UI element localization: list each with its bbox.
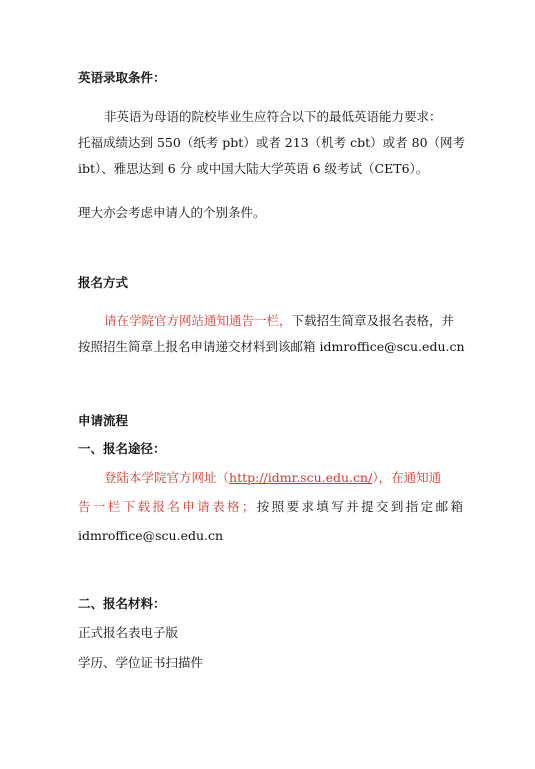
channel-visit-text: 登陆本学院官方网址（	[104, 470, 230, 485]
channel-line-1	[78, 466, 489, 490]
signup-line-2: 按照招生简章上报名申请递交材料到该邮箱 idmroffice@scu.edu.cn	[78, 339, 465, 354]
signup-channel-heading: 一、报名途径：	[78, 441, 166, 456]
material-item-degree-scan: 学历、学位证书扫描件	[78, 655, 204, 670]
english-req-line-3: ibt）、雅思达到 6 分 或中国大陆大学英语 6 级考试（CET6）。	[78, 161, 429, 176]
signup-notice-text: 请在学院官方网站通知通告一栏，	[104, 313, 292, 328]
institute-website-link[interactable]: http://idmr.scu.edu.cn/	[229, 470, 373, 485]
english-req-line-2: 托福成绩达到 550（纸考 pbt）或者 213（机考 cbt）或者 80（网考	[78, 135, 466, 150]
materials-heading: 二、报名材料：	[78, 596, 166, 611]
channel-email: idmroffice@scu.edu.cn	[78, 528, 224, 543]
application-process-heading: 申请流程	[78, 413, 129, 428]
english-requirements-heading: 英语录取条件：	[78, 70, 166, 85]
english-req-line-1: 非英语为母语的院校毕业生应符合以下的最低英语能力要求：	[104, 109, 442, 124]
signup-download-text: 下载招生简章及报名表格，并	[291, 313, 455, 328]
english-req-note: 理大亦会考虑申请人的个别条件。	[78, 205, 266, 220]
material-item-application-form: 正式报名表电子版	[78, 625, 179, 640]
channel-submit-text: 按照要求填写并提交到指定邮箱	[254, 499, 463, 514]
signup-line-1	[78, 309, 489, 333]
channel-download-text: 告一栏下载报名申请表格；	[78, 499, 255, 514]
signup-method-heading: 报名方式	[78, 275, 129, 290]
channel-line-2	[78, 495, 463, 519]
channel-notice-text: ），在通知通	[372, 470, 442, 485]
